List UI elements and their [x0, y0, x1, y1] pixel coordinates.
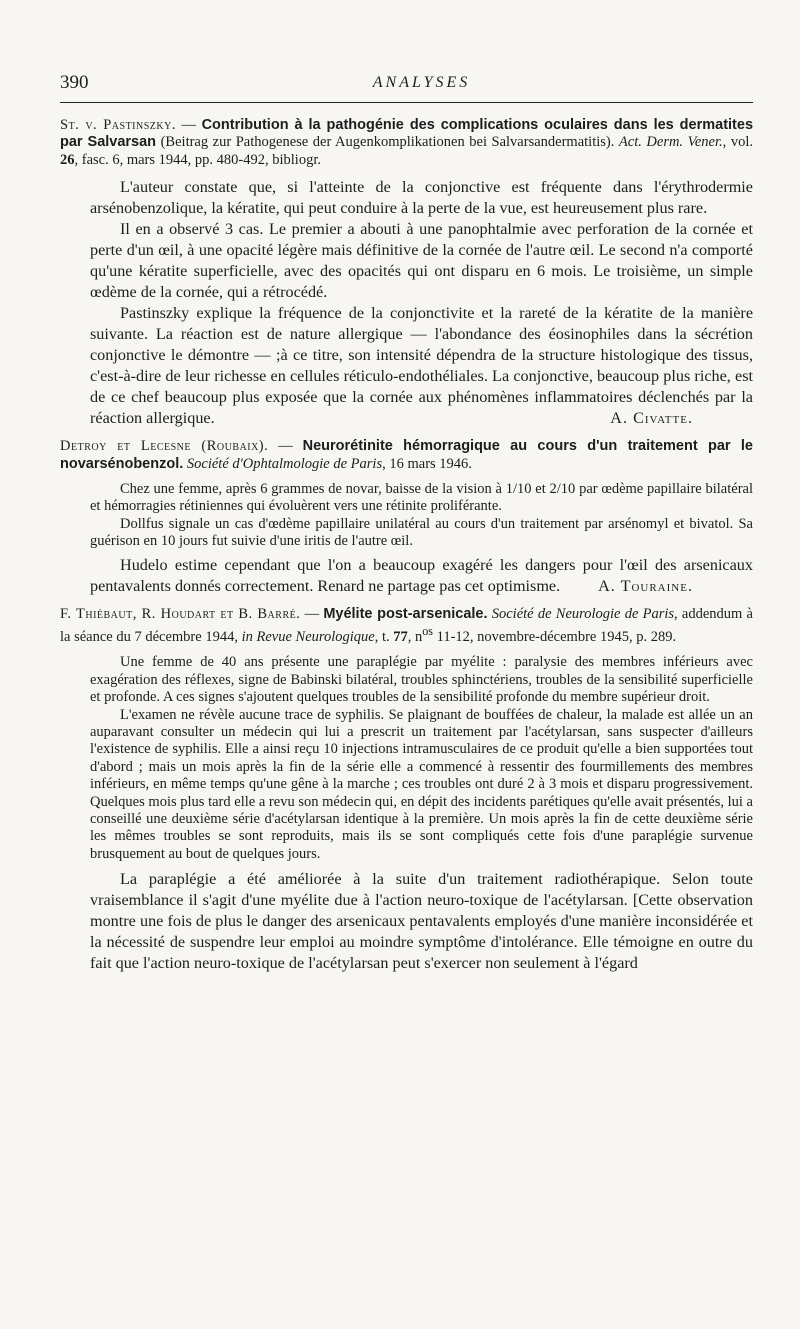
- signature: A. Civatte.: [610, 409, 693, 428]
- volume: 77: [393, 628, 408, 645]
- running-title: ANALYSES: [372, 74, 471, 91]
- journal: Société d'Ophtalmologie de Paris: [186, 455, 383, 472]
- header-rule: [60, 102, 753, 103]
- paragraph: Hudelo estime cependant que l'on a beaucoup exagéré les dangers pour l'œil des arsenicaux pentavalents donnés correctement. Renard ne partage pas cet optimisme.: [90, 555, 753, 595]
- article-title: Myélite post-arsenicale.: [323, 605, 488, 622]
- paragraph: Pastinszky explique la fréquence de la conjonctivite et la rareté de la kératite de la manière suivante. La réaction est de nature allergique — l'abondance des éosinophiles dans la sécrétion conjonctive le démontre — ;à ce titre, son intensité dépendra de la structure histologique des tissus, c'est-à-dire de leur richesse en cellules réticulo-endothéliales. La conjonctive, beaucoup plus riche, est de ce chef beaucoup plus exposée que la cornée aux phénomènes inflammatoires déclenchés par la réaction allergique.: [90, 304, 753, 428]
- author: St. v. Pastinszky.: [60, 117, 176, 133]
- bibliographic-entry: Detroy et Lecesne (Roubaix). — Neurorétinite hémorragique au cours d'un traitement par le novarsénobenzol. Société d'Ophtalmologie de Paris, 16 mars 1946.: [60, 438, 753, 472]
- journal: in Revue Neurologique: [241, 628, 375, 645]
- author: Detroy et Lecesne (Roubaix).: [60, 438, 269, 455]
- volume: 26: [60, 151, 75, 168]
- page-number: 390: [60, 72, 89, 93]
- journal: Act. Derm. Vener.: [618, 134, 723, 151]
- bibliographic-entry: St. v. Pastinszky. — Contribution à la pathogénie des complications oculaires dans les dermatites par Salvarsan (Beitrag zur Pathogenese der Augenkomplikationen bei Salvarsandermatitis). Act. Derm. Vener., vol. 26, fasc. 6, mars 1944, pp. 480-492, bibliogr.: [60, 117, 754, 168]
- paragraph: L'auteur constate que, si l'atteinte de la conjonctive est fréquente dans l'érythrodermie arsénobenzolique, la kératite, qui peut conduire à la perte de la vue, est heureusement plus rare.: [90, 178, 753, 218]
- paragraph: Une femme de 40 ans présente une paraplégie par myélite : paralysie des membres inférieurs avec exagération des réflexes, signe de Babinski bilatéral, troubles sphinctériens, troubles de la sensibilité superficielle et profonde. A ces signes s'ajoutent quelques troubles de la sensibilité profonde du membre supérieur droit.: [90, 654, 753, 706]
- signature: A. Touraine.: [598, 576, 693, 595]
- article-title: Contribution à la pathogénie des complications oculaires dans les dermatites par Salvarsan: [60, 117, 754, 151]
- paragraph: La paraplégie a été améliorée à la suite d'un traitement radiothérapique. Selon toute vraisemblance il s'agit d'une myélite due à l'action neuro-toxique de l'acétylarsan. [Cette observation montre une fois de plus le danger des arsenicaux pentavalents employés d'une manière inconsidérée et la nécessité de suspendre leur emploi au moindre symptôme d'intolérance. Elle témoigne en outre du fait que l'action neuro-toxique de l'acétylarsan peut s'exercer non seulement à l'égard: [90, 870, 753, 973]
- paragraph: Dollfus signale un cas d'œdème papillaire unilatéral au cours d'un traitement par arsénomyl et bivatol. Sa guérison en 10 jours fut suivie d'une iritis de l'autre œil.: [90, 515, 753, 550]
- article-pastinszky: [60, 117, 754, 429]
- paragraph: L'examen ne révèle aucune trace de syphilis. Se plaignant de bouffées de chaleur, la malade est allée un an auparavant consulter un médecin qui lui a prescrit un traitement par l'acétylarsan, sans suspecter d'ailleurs l'existence de syphilis. Elle a ainsi reçu 10 injections intramusculaires de ce produit qu'elle a bien supportées tout d'abord ; mais un mois après la fin de la série elle a commencé à ressentir des fourmillements des membres inférieurs, en même temps qu'une gêne à la marche ; ces troubles ont duré 2 à 3 mois et disparu progressivement. Quelques mois plus tard elle a revu son médecin qui, en dépit des incidents parétiques qu'elle avait présentés, lui a conseillé une deuxième série d'acétylarsan identique à la première. Un mois après la fin de cette deuxième série les mêmes troubles se sont reproduits, mais ils se sont compliqués cette fois d'une paraplégie survenue brusquement au bout de quelques jours.: [90, 706, 753, 862]
- article-detroy: [60, 438, 753, 596]
- bibliographic-entry: F. Thiébaut, R. Houdart et B. Barré. — Myélite post-arsenicale. Société de Neurologie de Paris, addendum à la séance du 7 décembre 1944, in Revue Neurologique, t. 77, $n^{os}$ 11-12, novembre-décembre 1945, p. 289.: [60, 605, 753, 645]
- author: F. Thiébaut, R. Houdart et B. Barré.: [60, 605, 301, 622]
- article-thiebaut: [60, 605, 753, 975]
- page: [60, 72, 754, 974]
- article-title: Neurorétinite hémorragique au cours d'un traitement par le novarsénobenzol.: [60, 438, 753, 472]
- page-header: [60, 72, 753, 102]
- paragraph: Il en a observé 3 cas. Le premier a abouti à une panophtalmie avec perforation de la cornée et perte d'un œil, à une opacité légère mais définitive de la cornée de l'autre œil. Le second n'a comporté qu'une kératite superficielle, avec des opacités qui ont disparu en 6 mois. Le troisième, un simple œdème de la cornée, qui a rétrocédé.: [90, 220, 753, 302]
- paragraph: Chez une femme, après 6 grammes de novar, baisse de la vision à 1/10 et 2/10 par œdème papillaire bilatéral et hémorragies rétiniennes qui évoluèrent vers une rétinite proliférante.: [90, 481, 753, 515]
- journal: Société de Neurologie de Paris: [491, 605, 675, 622]
